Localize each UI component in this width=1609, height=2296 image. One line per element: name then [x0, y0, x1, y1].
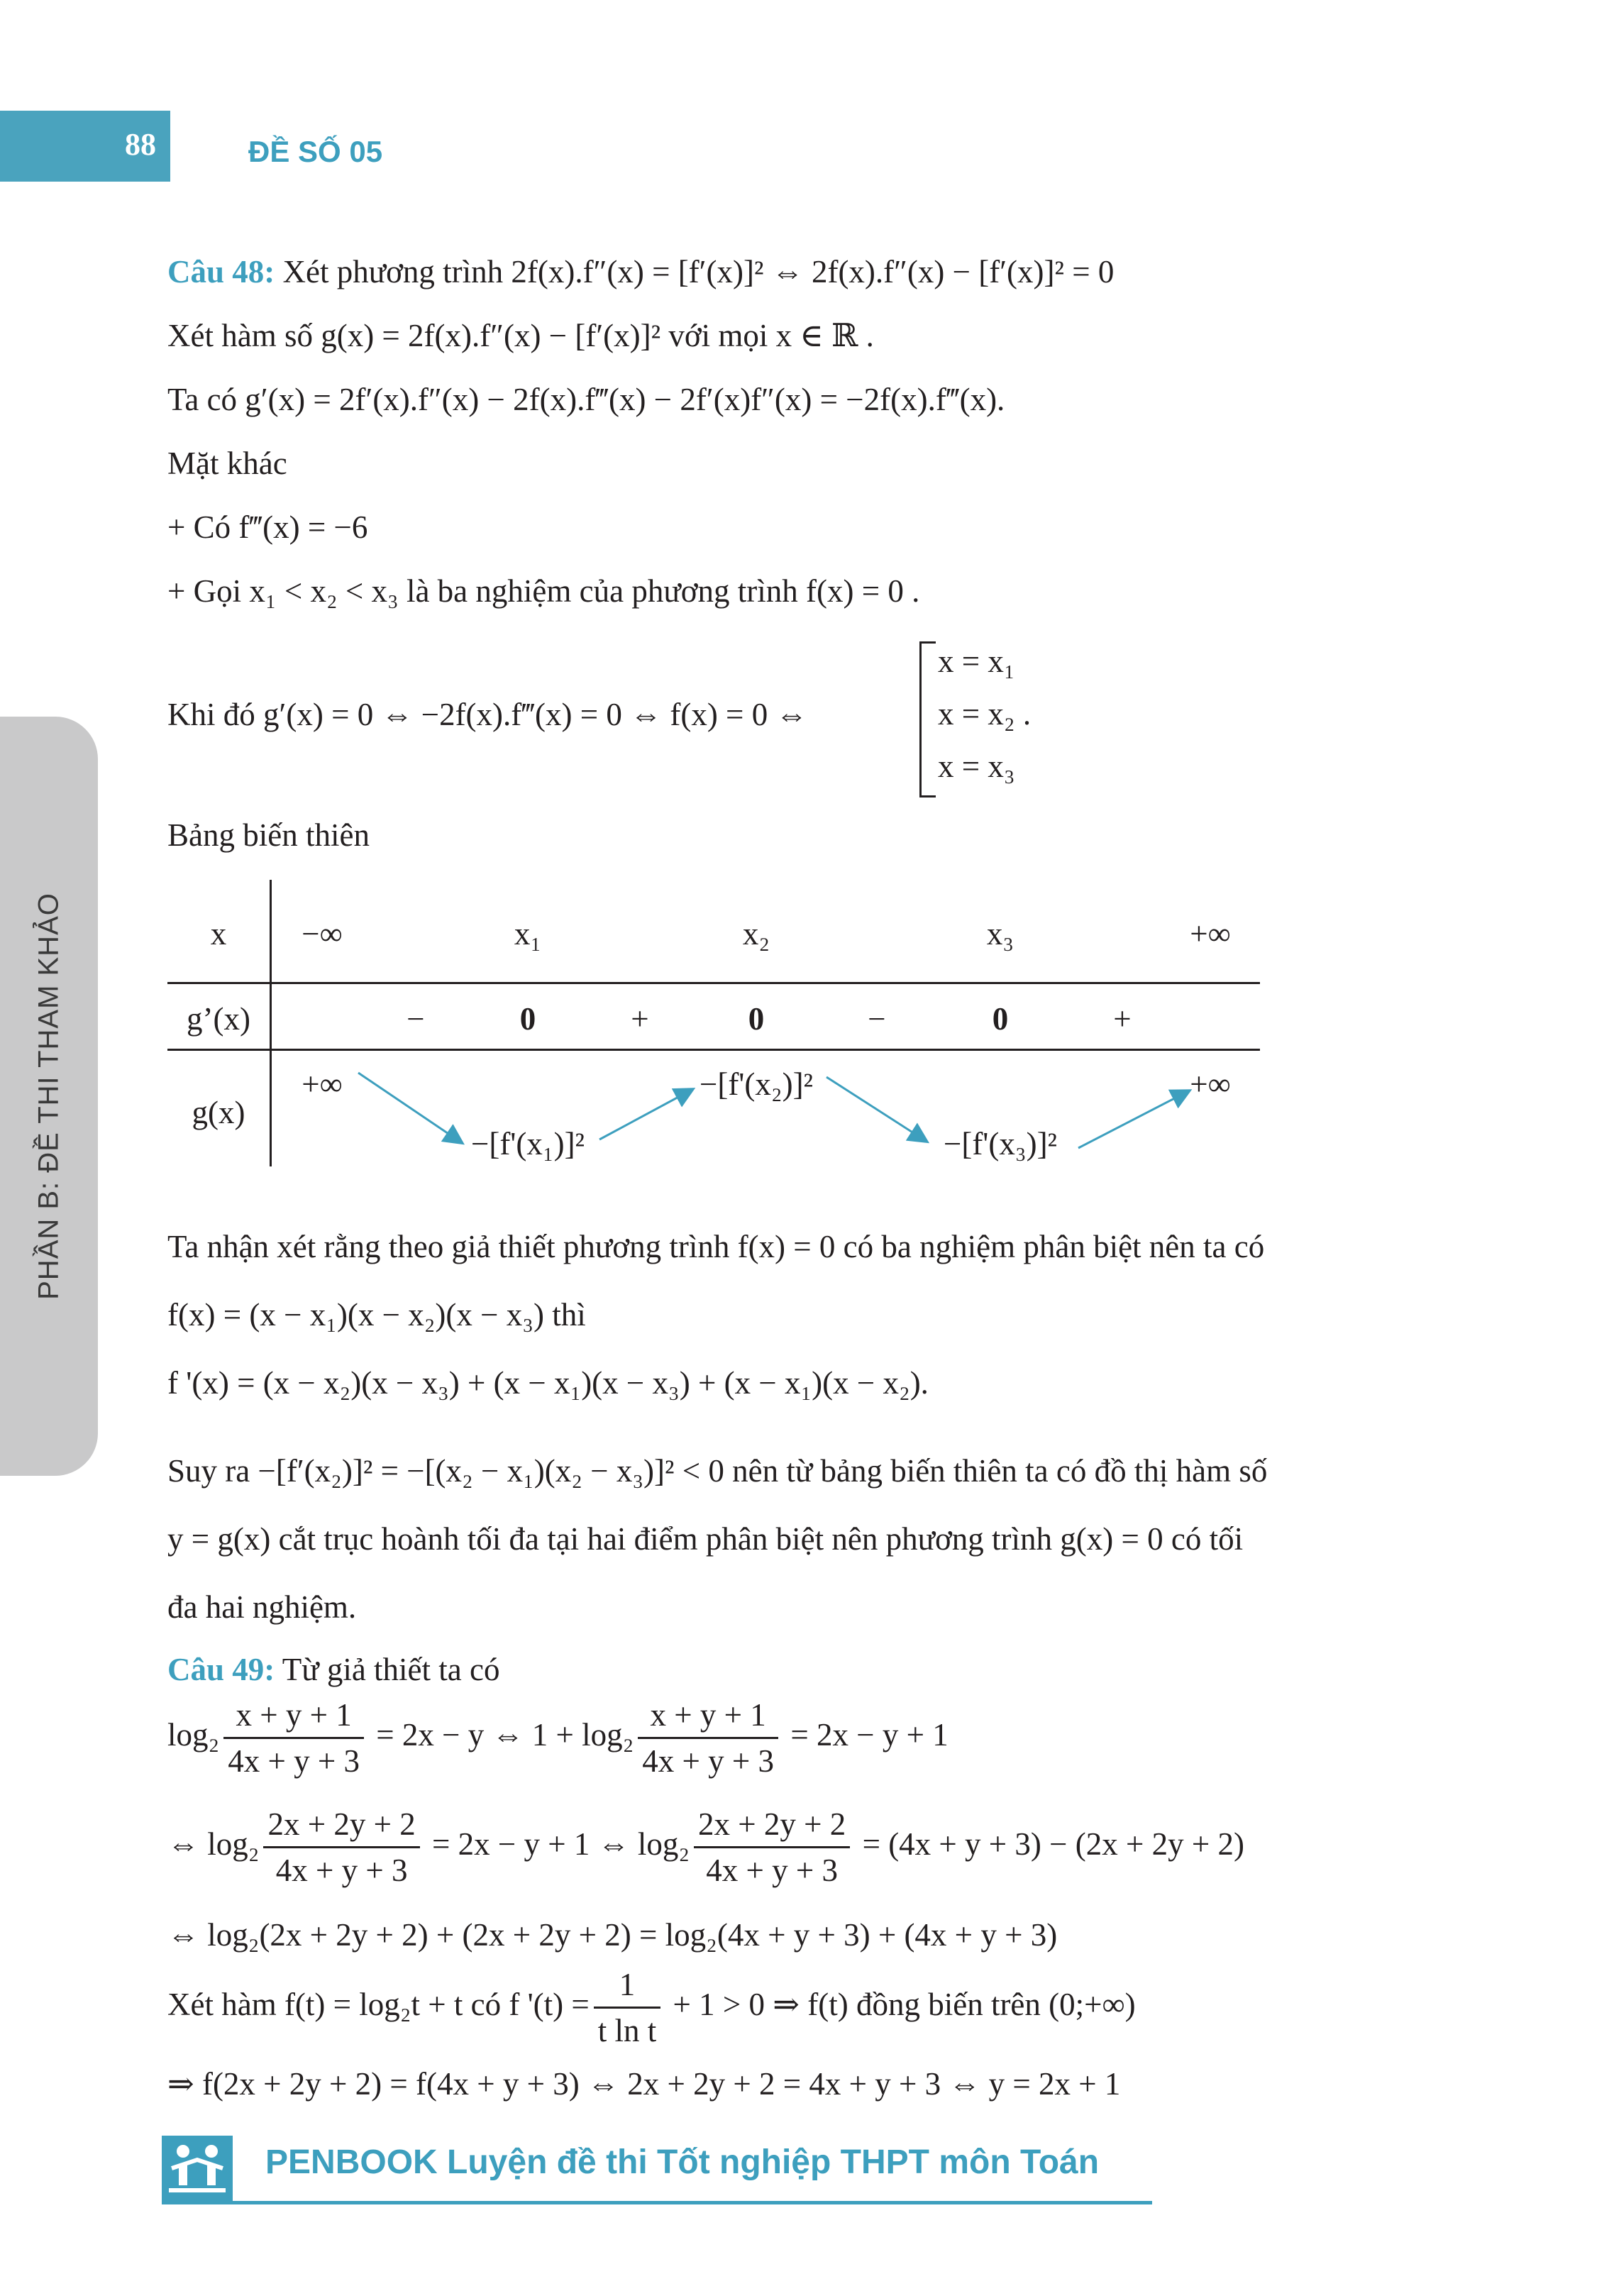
q48-line-1: Câu 48: Xét phương trình 2f(x).f″(x) = [f′(x)]² ⇔ 2f(x).f″(x) − [f′(x)]² = 0	[167, 254, 1115, 289]
q49-line-2: log₂ $\frac{x + y + 1}{4x + y + 3}$ = 2x − y ⇔ 1 + log₂ $\frac{x + y + 1}{4x + y + 3}$ = 2x − y + 1	[167, 1697, 949, 1779]
footer-title: PENBOOK Luyện đề thi Tốt nghiệp THPT môn Toán	[265, 2143, 1100, 2181]
q49-line-6: ⇒ f(2x + 2y + 2) = f(4x + y + 3) ⇔ 2x + 2y + 2 = 4x + y + 3 ⇔ y = 2x + 1	[167, 2066, 1121, 2102]
q48-line-5: + Có f‴(x) = −6	[167, 509, 368, 545]
g-value: +∞	[1190, 1066, 1231, 1102]
system-line-3: x = x₃	[938, 749, 1015, 784]
arrow-down-1	[358, 1073, 461, 1142]
q49-line-1: Câu 49: Từ giả thiết ta có	[167, 1652, 500, 1687]
table-caption: Bảng biến thiên	[167, 817, 370, 853]
q49-line-4: ⇔ log₂(2x + 2y + 2) + (2x + 2y + 2) = log₂(4x + y + 3) + (4x + y + 3)	[167, 1917, 1058, 1953]
q48-line-13: đa hai nghiệm.	[167, 1589, 357, 1625]
g-value: −[f'(x₃)]²	[943, 1126, 1058, 1161]
q48-line-7: Khi đó g′(x) = 0 ⇔ −2f(x).f‴(x) = 0 ⇔ f(x) = 0 ⇔	[167, 697, 808, 732]
gp-value: −	[407, 1001, 425, 1037]
q48-line-11: Suy ra −[f′(x₂)]² = −[(x₂ − x₁)(x₂ − x₃)]² < 0 nên từ bảng biến thiên ta có đồ thị hàm số	[167, 1453, 1268, 1489]
row-gp-label: g’(x)	[187, 1001, 250, 1037]
q48-label: Câu 48:	[167, 254, 275, 289]
system-line-1: x = x₁	[938, 644, 1015, 679]
x-value: x₃	[986, 916, 1014, 951]
gp-value: −	[868, 1001, 886, 1037]
fraction: $\frac{x + y + 1}{4x + y + 3}$	[223, 1696, 364, 1780]
fraction: $\frac{1}{\text{t ln t}}$	[594, 1965, 661, 2050]
q48-line-9: f(x) = (x − x₁)(x − x₂)(x − x₃) thì	[167, 1297, 586, 1332]
q48-line-6: + Gọi x₁ < x₂ < x₃ là ba nghiệm của phương trình f(x) = 0 .	[167, 573, 920, 609]
q48-line-4: Mặt khác	[167, 446, 287, 481]
x-value: −∞	[302, 916, 343, 951]
q49-line-3: ⇔ log₂ $\frac{2x + 2y + 2}{4x + y + 3}$ = 2x − y + 1 ⇔ log₂ $\frac{2x + 2y + 2}{4x + y + 3}$ = (4x + y + 3) − (2x + 2y + 2)	[167, 1806, 1245, 1888]
footer-rule	[162, 2201, 1152, 2204]
gp-value: +	[1113, 1001, 1132, 1037]
q48-line-2: Xét hàm số g(x) = 2f(x).f″(x) − [f′(x)]² với mọi x ∈ ℝ .	[167, 318, 874, 353]
q49-line-5: Xét hàm f(t) = log₂t + t có f '(t) = $\frac{1}{\text{t ln t}}$ + 1 > 0 ⇒ f(t) đồng biến trên (0;+∞)	[167, 1967, 1136, 2048]
section-title: ĐỀ SỐ 05	[248, 135, 383, 168]
gp-value: 0	[748, 1001, 765, 1037]
x-value: x₂	[742, 916, 770, 951]
q48-line-12: y = g(x) cắt trục hoành tối đa tại hai điểm phân biệt nên phương trình g(x) = 0 có tối	[167, 1521, 1244, 1557]
q48-line-10: f '(x) = (x − x₂)(x − x₃) + (x − x₁)(x − x₃) + (x − x₁)(x − x₂).	[167, 1365, 929, 1401]
arrow-up-2	[1078, 1091, 1188, 1148]
g-value: +∞	[302, 1066, 343, 1102]
side-label: PHẦN B: ĐỀ THI THAM KHẢO	[33, 893, 65, 1300]
x-value: +∞	[1190, 916, 1231, 951]
penbook-logo-icon	[162, 2136, 233, 2201]
gp-value: 0	[519, 1001, 536, 1037]
arrow-up-1	[599, 1090, 692, 1139]
page-number: 88	[125, 127, 156, 162]
q48-line-8: Ta nhận xét rằng theo giả thiết phương trình f(x) = 0 có ba nghiệm phân biệt nên ta có	[167, 1229, 1265, 1264]
x-value: x₁	[514, 916, 542, 951]
fraction: $\frac{2x + 2y + 2}{4x + y + 3}$	[694, 1805, 850, 1889]
g-value: −[f'(x₂)]²	[699, 1066, 814, 1102]
q49-label: Câu 49:	[167, 1652, 275, 1687]
gp-value: +	[631, 1001, 649, 1037]
fraction: $\frac{x + y + 1}{4x + y + 3}$	[638, 1696, 778, 1780]
arrow-down-2	[826, 1077, 926, 1141]
row-g-label: g(x)	[192, 1095, 245, 1130]
fraction: $\frac{2x + 2y + 2}{4x + y + 3}$	[263, 1805, 419, 1889]
gp-value: 0	[992, 1001, 1009, 1037]
q48-line-3: Ta có g′(x) = 2f′(x).f″(x) − 2f(x).f‴(x) − 2f′(x)f″(x) = −2f(x).f‴(x).	[167, 382, 1005, 417]
g-value: −[f'(x₁)]²	[470, 1126, 585, 1161]
system-line-2: x = x₂ .	[938, 696, 1032, 732]
row-x-label: x	[210, 916, 227, 951]
